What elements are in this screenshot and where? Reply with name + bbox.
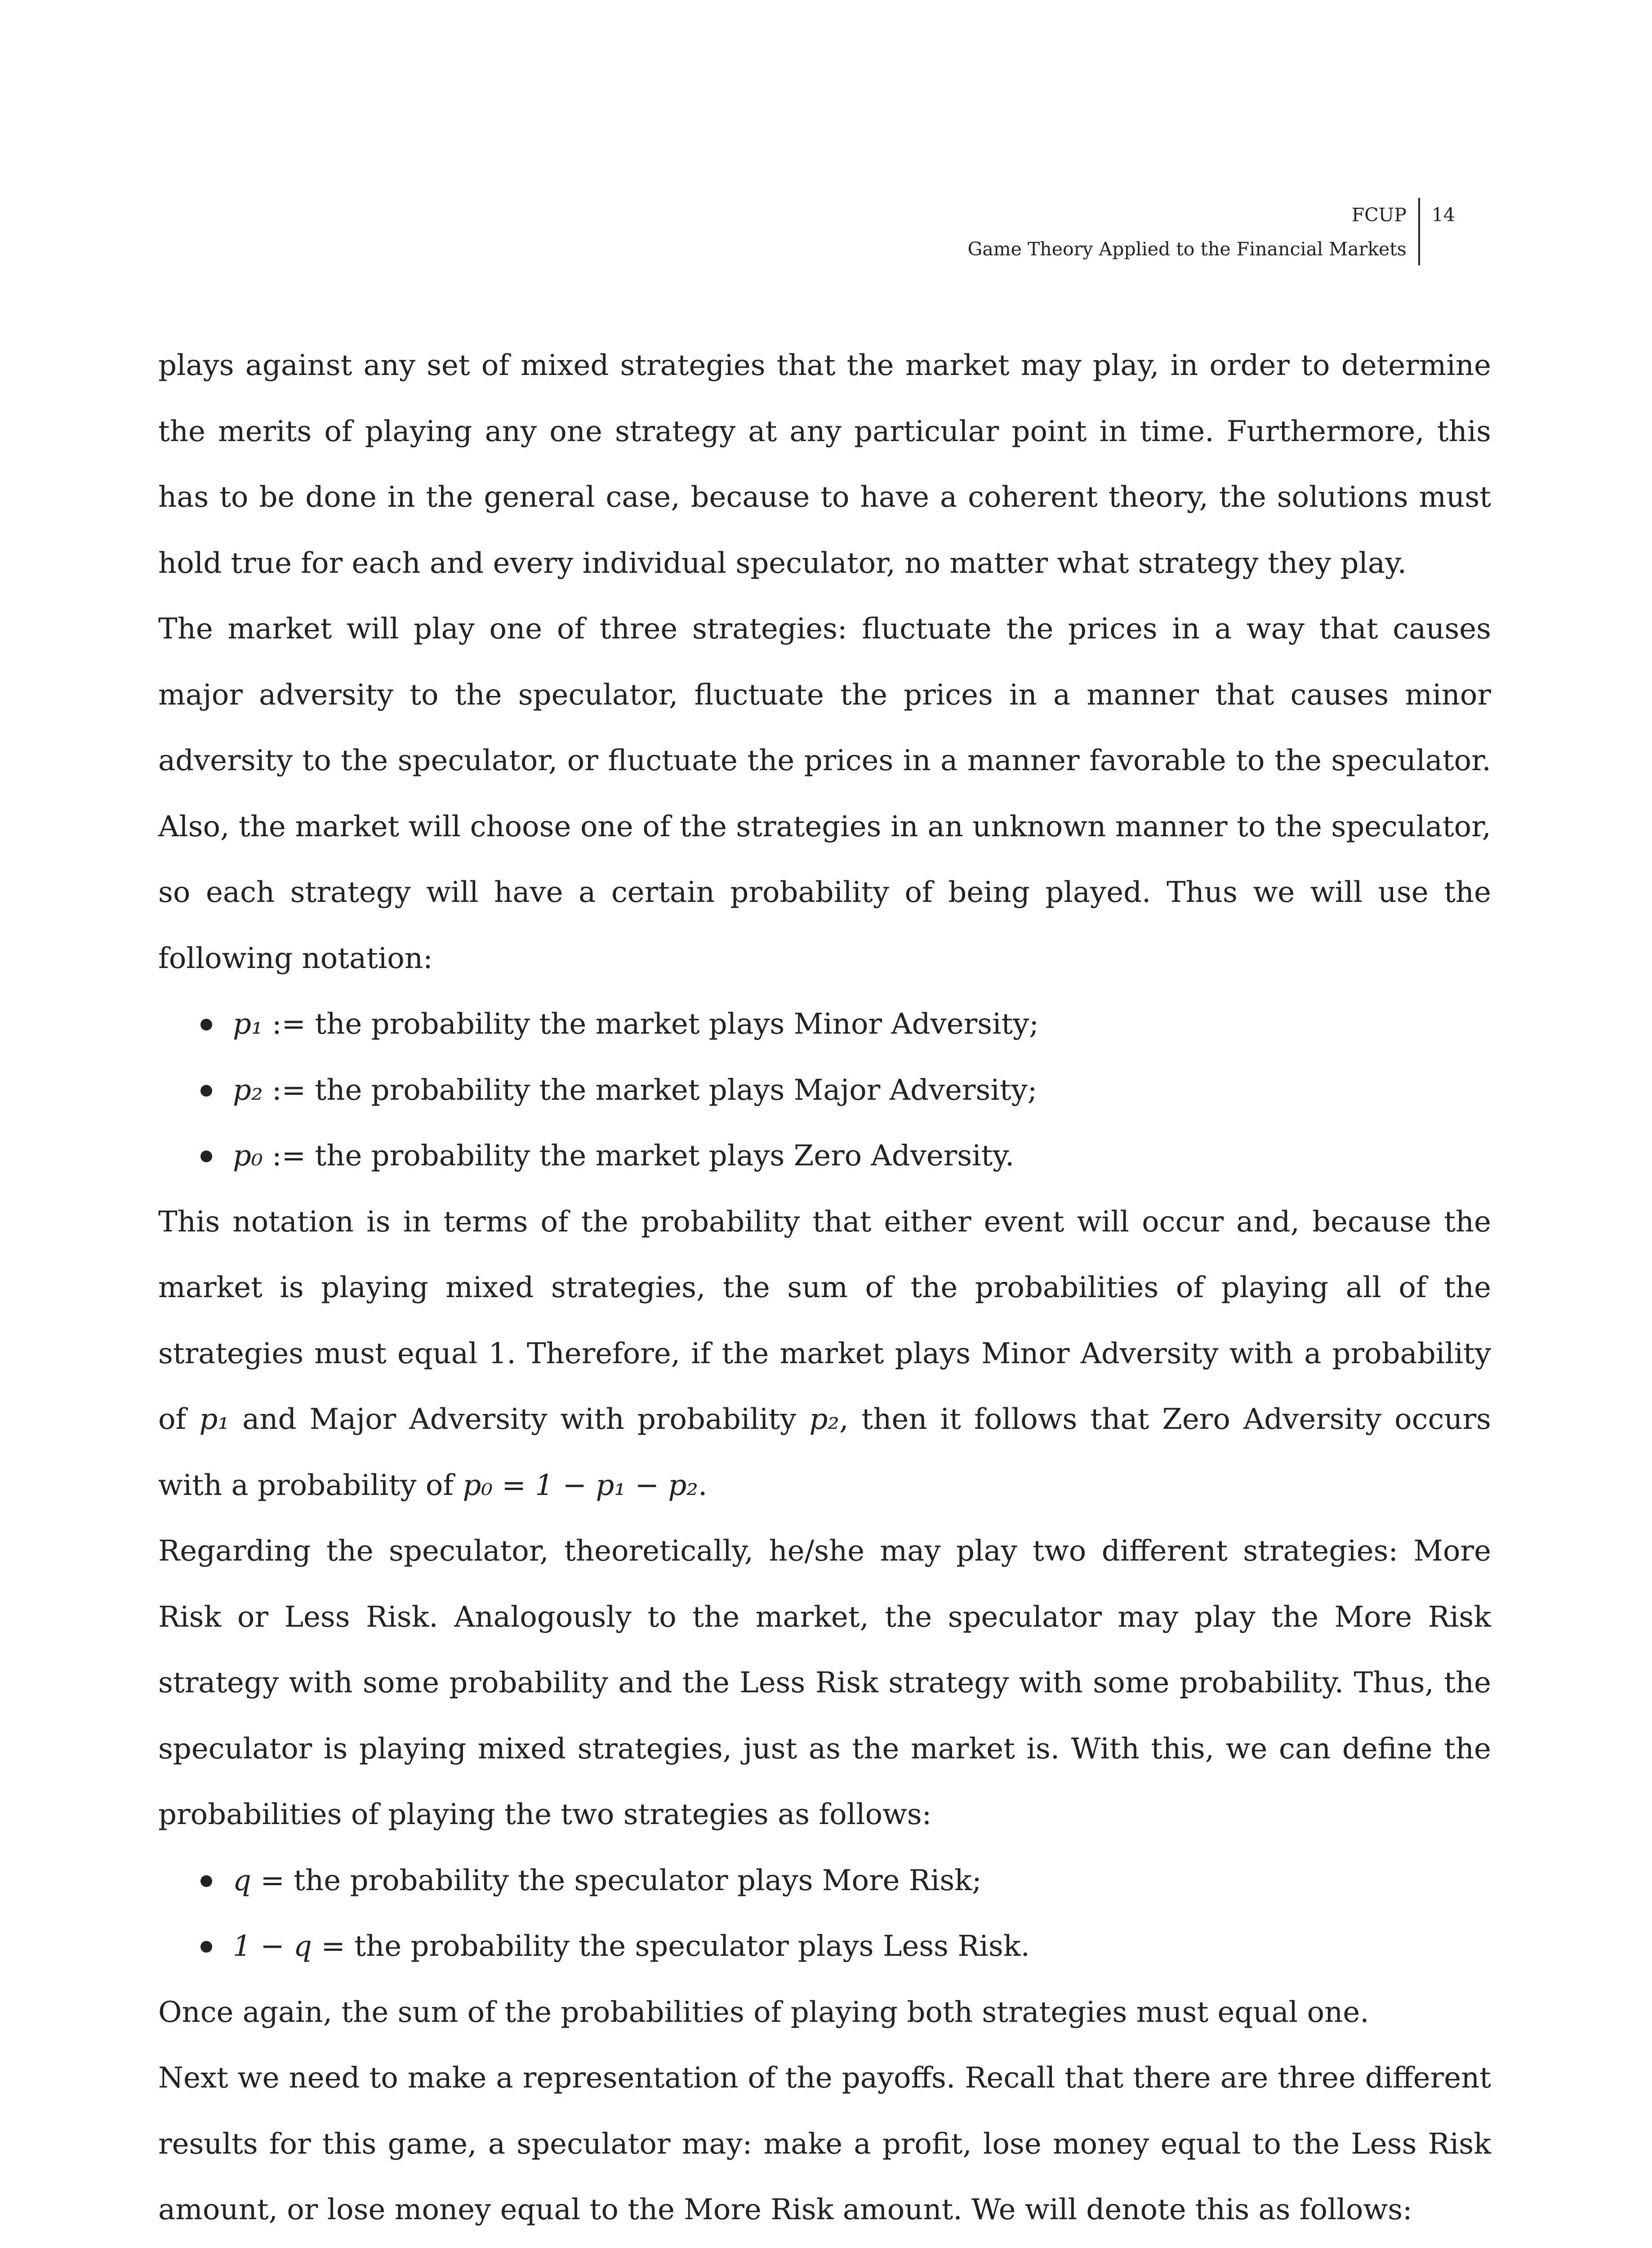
bullet-icon [200,1151,212,1162]
market-notation-list [158,991,1491,1189]
list-item-text: = the probability the speculator plays Less Risk. [312,1930,1030,1963]
paragraph-payoffs: Next we need to make a representation of the payoffs. Recall that there are three different results for this game, a speculator may: make a profit, lose money equal to the Less Risk amount, or lose money equal to the More Risk amount. We will denote this as follows: [158,2061,1491,2226]
paragraph-market-strategies: The market will play one of three strategies: fluctuate the prices in a way that causes major adversity to the speculator, fluctuate the prices in a manner that causes minor adversity to the speculator, or fluctuate the prices in a manner favorable to the speculator. Also, the market will choose one of the strategies in an unknown manner to the speculator, so each strategy will have a certain probability of being played. Thus we will use the following notation: [158,612,1491,975]
paragraph-text: This notation is in terms of the probability that either event will occur and, because the market is playing mixed strategies, the sum of the probabilities of playing all of the strategies must equal 1. Therefore, if the market plays Minor Adversity with a probability of [158,1205,1491,1436]
math-symbol: q [233,1864,251,1897]
math-symbol: p₂ [809,1403,840,1436]
math-symbol: p₂ [233,1073,263,1107]
list-item [158,1913,1491,1980]
paragraph-speculator-strategies: Regarding the speculator, theoretically, he/she may play two different strategies: More Risk or Less Risk. Analogously to the market, the speculator may play the More Risk strategy with some probability and the Less Risk strategy with some probability. Thus, the speculator is playing mixed strategies, just as the market is. With this, we can define the probabilities of playing the two strategies as follows: [158,1534,1491,1831]
list-item-text: := the probability the market plays Zero Adversity. [263,1139,1015,1173]
page-header [968,198,1455,266]
list-item [158,1848,1491,1914]
bullet-icon [200,1085,212,1097]
running-head [968,198,1418,266]
math-symbol: p₁ [199,1403,229,1436]
bullet-icon [200,1941,212,1953]
paragraph-text: and Major Adversity with probability [229,1403,810,1436]
list-item [158,1123,1491,1189]
list-item [158,991,1491,1057]
list-item [158,2243,1491,2248]
math-equation: p₀ = 1 − p₁ − p₂ [463,1468,698,1502]
paragraph-sum-one: Once again, the sum of the probabilities of playing both strategies must equal one. [158,1995,1369,2029]
math-symbol: p₀ [233,1139,263,1173]
math-symbol: p₁ [233,1008,263,1041]
paragraph-mixed-strategies: plays against any set of mixed strategies that the market may play, in order to determine the merits of playing any one strategy at any particular point in time. Furthermore, this has to be done in the general case, because to have a coherent theory, the solutions must hold true for each and every individual speculator, no matter what strategy they play. [158,349,1491,580]
payoff-notation-list [158,2243,1491,2248]
bullet-icon [200,1019,212,1030]
paragraph-probability-sum [158,1189,1491,1519]
speculator-notation-list [158,1848,1491,1980]
running-title: Game Theory Applied to the Financial Markets [967,238,1407,260]
list-item-text: = the probability the speculator plays More Risk; [251,1864,982,1897]
paragraph-text: . [698,1468,708,1502]
journal-name: FCUP [1351,204,1407,226]
list-item-text: := the probability the market plays Major Adversity; [263,1073,1038,1107]
body-text [158,333,1491,2248]
list-item [158,1057,1491,1124]
page-number: 14 [1431,204,1455,226]
paragraph-text: , then it follows that Zero Adversity occurs with a probability of [158,1403,1492,1502]
math-symbol: 1 − q [233,1930,312,1963]
list-item-text: := the probability the market plays Minor Adversity; [263,1008,1039,1041]
bullet-icon [200,1875,212,1887]
